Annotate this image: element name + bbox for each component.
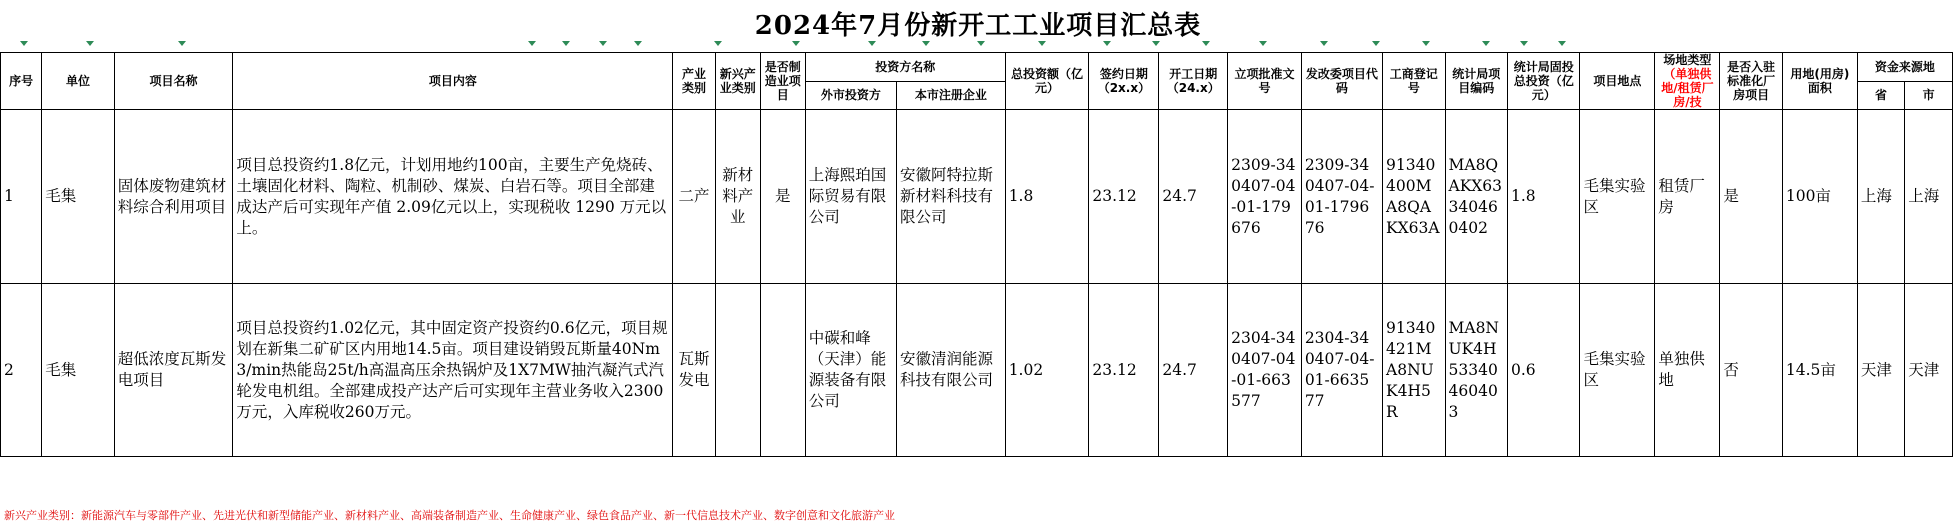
cell-investor-outside: 中碳和峰（天津）能源装备有限公司 — [805, 284, 896, 457]
filter-dropdown-icon[interactable] — [597, 38, 609, 48]
filter-dropdown-icon[interactable] — [1556, 38, 1568, 48]
cell-total-investment: 1.8 — [1005, 110, 1089, 284]
site-type-label: 场地类型 — [1663, 53, 1712, 67]
filter-dropdown-icon[interactable] — [1318, 38, 1330, 48]
header-business-reg: 工商登记号 — [1383, 53, 1445, 110]
cell-stats-code: MA8NUK4H53340460403 — [1445, 284, 1507, 457]
cell-start-date: 24.7 — [1159, 110, 1228, 284]
cell-location: 毛集实验区 — [1580, 110, 1655, 284]
cell-province: 上海 — [1857, 110, 1904, 284]
header-seq: 序号 — [1, 53, 42, 110]
cell-city: 上海 — [1905, 110, 1953, 284]
header-project-content: 项目内容 — [233, 53, 673, 110]
filter-dropdown-icon[interactable] — [1370, 38, 1382, 48]
footnote: 新兴产业类别：新能源汽车与零部件产业、先进光伏和新型储能产业、新材料产业、高端装备制造产业、生命健康产业、绿色食品产业、新一代信息技术产业、数字创意和文化旅游产业 — [4, 509, 895, 522]
filter-dropdown-icon[interactable] — [84, 38, 96, 48]
header-sign-date: 签约日期（2x.x） — [1089, 53, 1159, 110]
filter-dropdown-icon[interactable] — [1200, 38, 1212, 48]
cell-start-date: 24.7 — [1159, 284, 1228, 457]
cell-sign-date: 23.12 — [1089, 284, 1159, 457]
filter-dropdown-icon[interactable] — [1518, 38, 1530, 48]
cell-sign-date: 23.12 — [1089, 110, 1159, 284]
cell-city: 天津 — [1905, 284, 1953, 457]
header-drc-code: 发改委项目代码 — [1301, 53, 1382, 110]
filter-dropdown-icon[interactable] — [526, 38, 538, 48]
cell-site-type: 单独供地 — [1655, 284, 1720, 457]
filter-dropdown-icon[interactable] — [1480, 38, 1492, 48]
header-stats-code: 统计局项目编码 — [1445, 53, 1507, 110]
header-project-name: 项目名称 — [114, 53, 233, 110]
cell-unit: 毛集 — [42, 110, 114, 284]
cell-investor-local: 安徽清润能源科技有限公司 — [896, 284, 1005, 457]
cell-business-reg: 91340400MA8QAKX63A — [1383, 110, 1445, 284]
filter-dropdown-icon[interactable] — [920, 38, 932, 48]
cell-is-manufacturing — [760, 284, 805, 457]
header-total-investment: 总投资额（亿元） — [1005, 53, 1089, 110]
table-row — [1, 110, 1953, 284]
filter-dropdown-icon[interactable] — [1036, 38, 1048, 48]
header-unit: 单位 — [42, 53, 114, 110]
filter-dropdown-icon[interactable] — [1420, 38, 1432, 48]
cell-stats-fixed-inv: 0.6 — [1507, 284, 1579, 457]
header-investor-outside: 外市投资方 — [805, 81, 896, 110]
sheet-title: 2024年7月份新开工工业项目汇总表 — [754, 11, 1202, 41]
cell-location: 毛集实验区 — [1580, 284, 1655, 457]
filter-dropdown-icon[interactable] — [975, 38, 987, 48]
cell-project-content: 项目总投资约1.8亿元，计划用地约100亩，主要生产免烧砖、土壤固化材料、陶粒、机制砂、煤炭、白岩石等。项目全部建成达产后可实现年产值 2.09亿元以上，实现税收 1290 万元以上。 — [233, 110, 673, 284]
filter-dropdown-icon[interactable] — [712, 38, 724, 48]
cell-project-name: 固体废物建筑材料综合利用项目 — [114, 110, 233, 284]
filter-dropdown-icon[interactable] — [18, 38, 30, 48]
cell-seq: 1 — [1, 110, 42, 284]
header-investor-group: 投资方名称 — [805, 53, 1005, 82]
filter-dropdown-icon[interactable] — [632, 38, 644, 48]
filter-dropdown-icon[interactable] — [1257, 38, 1269, 48]
header-province: 省 — [1857, 81, 1904, 110]
filter-dropdown-icon[interactable] — [866, 38, 878, 48]
header-standard-plant: 是否入驻标准化厂房项目 — [1720, 53, 1782, 110]
cell-land-area: 100亩 — [1782, 110, 1857, 284]
header-city: 市 — [1905, 81, 1953, 110]
header-approval-no: 立项批准文号 — [1228, 53, 1302, 110]
header-investor-local: 本市注册企业 — [896, 81, 1005, 110]
filter-dropdown-icon[interactable] — [176, 38, 188, 48]
cell-land-area: 14.5亩 — [1782, 284, 1857, 457]
filter-dropdown-icon[interactable] — [1101, 38, 1113, 48]
cell-approval-no: 2309-340407-04-01-179676 — [1228, 110, 1302, 284]
cell-investor-outside: 上海熙珀国际贸易有限公司 — [805, 110, 896, 284]
cell-business-reg: 91340421MA8NUK4H5R — [1383, 284, 1445, 457]
cell-approval-no: 2304-340407-04-01-663577 — [1228, 284, 1302, 457]
site-type-note: （单独供地/租赁厂房/技 — [1661, 67, 1714, 109]
cell-stats-fixed-inv: 1.8 — [1507, 110, 1579, 284]
cell-industry-type: 二产 — [673, 110, 715, 284]
cell-emerging-type: 新材料产业 — [715, 110, 760, 284]
project-summary-table — [0, 52, 1953, 457]
filter-dropdown-icon[interactable] — [560, 38, 572, 48]
filter-dropdown-icon[interactable] — [1150, 38, 1162, 48]
header-stats-fixed-inv: 统计局固投总投资（亿元） — [1507, 53, 1579, 110]
table-row — [1, 284, 1953, 457]
cell-drc-code: 2304-340407-04-01-663577 — [1301, 284, 1382, 457]
cell-standard-plant: 是 — [1720, 110, 1782, 284]
header-location: 项目地点 — [1580, 53, 1655, 110]
filter-dropdown-icon[interactable] — [790, 38, 802, 48]
header-emerging-type: 新兴产业类别 — [715, 53, 760, 110]
cell-is-manufacturing: 是 — [760, 110, 805, 284]
header-industry-type: 产业类别 — [673, 53, 715, 110]
cell-total-investment: 1.02 — [1005, 284, 1089, 457]
cell-seq: 2 — [1, 284, 42, 457]
cell-emerging-type — [715, 284, 760, 457]
header-land-area: 用地(用房)面积 — [1782, 53, 1857, 110]
header-fund-source: 资金来源地 — [1857, 53, 1952, 82]
cell-project-name: 超低浓度瓦斯发电项目 — [114, 284, 233, 457]
cell-project-content: 项目总投资约1.02亿元，其中固定资产投资约0.6亿元，项目规划在新集二矿矿区内用地14.5亩。项目建设销毁瓦斯量40Nm3/min热能岛25t/h高温高压余热锅炉及1X7MW抽汽凝汽式汽轮发电机组。全部建成投产达产后可实现年主营业务收入2300万元，入库税收260万元。 — [233, 284, 673, 457]
cell-stats-code: MA8QAKX63340460402 — [1445, 110, 1507, 284]
cell-unit: 毛集 — [42, 284, 114, 457]
cell-drc-code: 2309-340407-04-01-179676 — [1301, 110, 1382, 284]
cell-site-type: 租赁厂房 — [1655, 110, 1720, 284]
autofilter-row — [0, 38, 1956, 52]
header-is-manufacturing: 是否制造业项目 — [760, 53, 805, 110]
cell-province: 天津 — [1857, 284, 1904, 457]
header-site-type — [1655, 53, 1720, 110]
cell-investor-local: 安徽阿特拉斯新材料科技有限公司 — [896, 110, 1005, 284]
cell-standard-plant: 否 — [1720, 284, 1782, 457]
header-start-date: 开工日期（24.x） — [1159, 53, 1228, 110]
cell-industry-type: 瓦斯发电 — [673, 284, 715, 457]
